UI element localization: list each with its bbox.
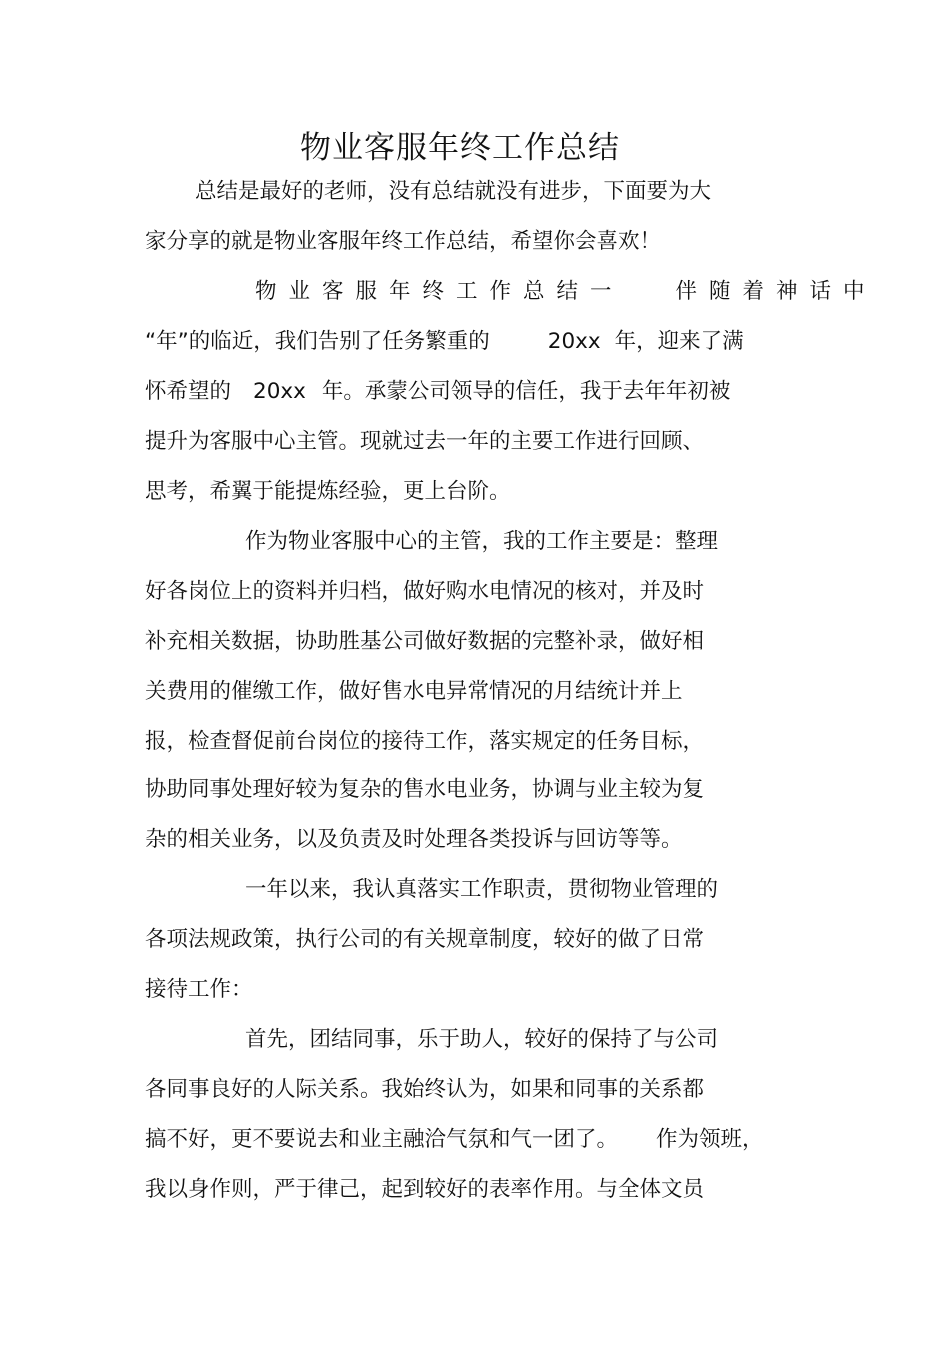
para4-line-2: 各同事良好的人际关系。我始终认为，如果和同事的关系都 [145,1077,705,1102]
section1-line-1 [145,331,744,353]
text-segment: 年，迎来了满 [614,329,744,354]
para3-line-2: 各项法规政策，执行公司的有关规章制度，较好的做了日常 [145,927,705,952]
text-segment: 搞不好，更不要说去和业主融洽气氛和气一团了。 [145,1127,619,1152]
section1-line-2 [145,381,730,403]
section1-heading-line [255,281,877,303]
intro-line-2: 家分享的就是物业客服年终工作总结，希望你会喜欢！ [145,229,662,254]
intro-line-1: 总结是最好的老师，没有总结就没有进步，下面要为大 [195,179,712,204]
text-segment: 作为领班， [656,1127,764,1152]
para4-line-3 [145,1129,764,1151]
year-placeholder: 20xx [547,329,601,354]
section-heading-tail: 伴随着神话中 [675,279,877,304]
text-segment: “年”的临近，我们告别了任务繁重的 [145,329,490,354]
para3-line-1: 一年以来，我认真落实工作职责，贯彻物业管理的 [245,877,719,902]
year-placeholder: 20xx [253,379,306,404]
text-segment: 年。承蒙公司领导的信任，我于去年年初被 [321,379,731,404]
document-title: 物业客服年终工作总结 [300,130,620,166]
para3-line-3: 接待工作： [145,977,253,1002]
para2-line-1: 作为物业客服中心的主管，我的工作主要是：整理 [245,529,719,554]
para2-line-3: 补充相关数据，协助胜基公司做好数据的完整补录，做好相 [145,629,705,654]
para2-line-2: 好各岗位上的资料并归档，做好购水电情况的核对，并及时 [145,579,705,604]
para2-line-7: 杂的相关业务，以及负责及时处理各类投诉与回访等等。 [145,827,683,852]
para2-line-6: 协助同事处理好较为复杂的售水电业务，协调与业主较为复 [145,777,705,802]
para2-line-5: 报，检查督促前台岗位的接待工作，落实规定的任务目标， [145,729,705,754]
section1-line-3: 提升为客服中心主管。现就过去一年的主要工作进行回顾、 [145,429,705,454]
section-heading: 物业客服年终工作总结一 [255,279,624,304]
para4-line-1: 首先，团结同事，乐于助人，较好的保持了与公司 [245,1027,719,1052]
para2-line-4: 关费用的催缴工作，做好售水电异常情况的月结统计并上 [145,679,683,704]
section1-line-4: 思考，希翼于能提炼经验，更上台阶。 [145,479,511,504]
text-segment: 怀希望的 [145,379,232,404]
para4-line-4: 我以身作则，严于律己，起到较好的表率作用。与全体文员 [145,1177,705,1202]
